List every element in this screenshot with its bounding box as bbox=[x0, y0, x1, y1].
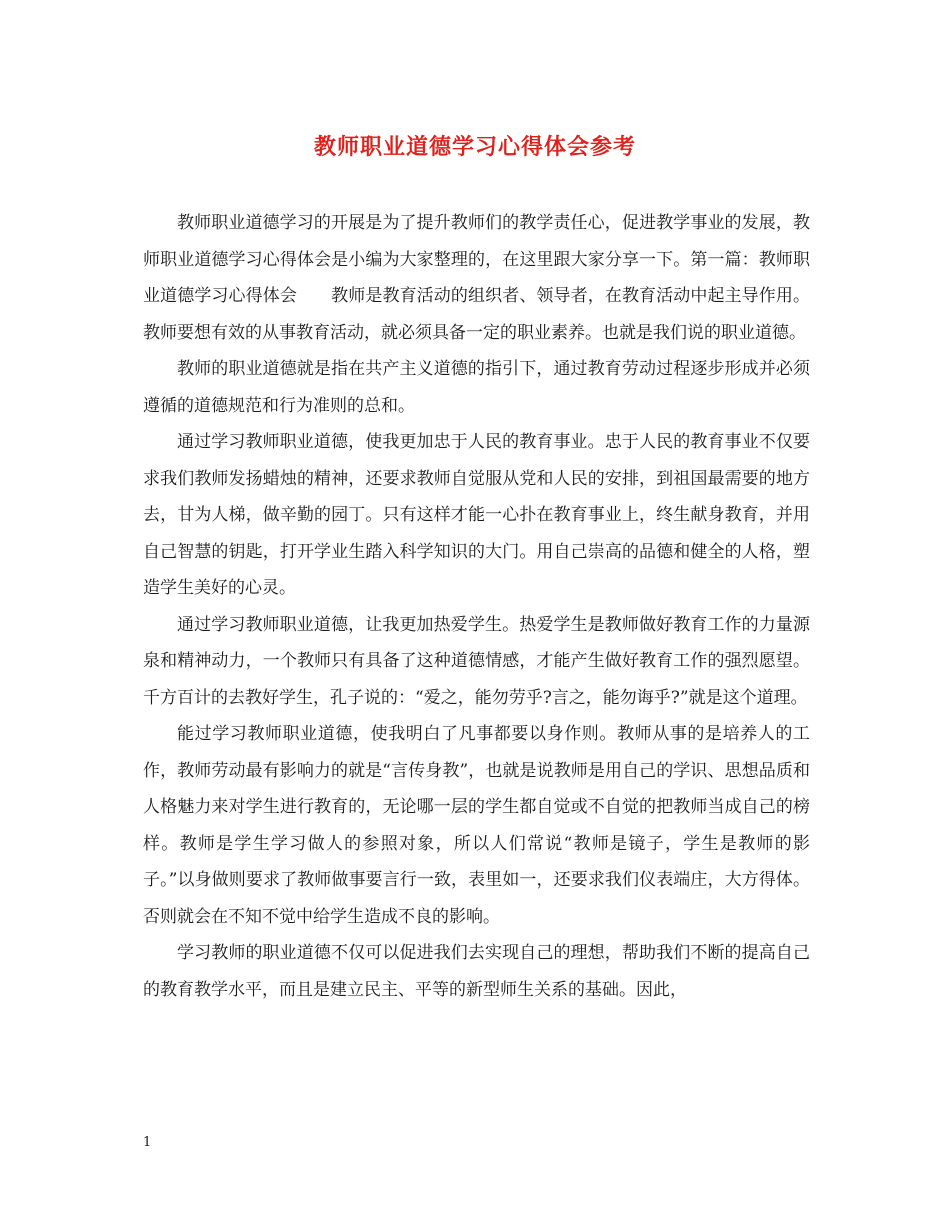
paragraph-1: 教师职业道德学习的开展是为了提升教师们的教学责任心，促进教学事业的发展，教师职业道德学习心得体会是小编为大家整理的，在这里跟大家分享一下。第一篇：教师职业道德学习心得体会 教师是教育活动的组织者、领导者，在教育活动中起主导作用。教师要想有效的从事教育活动，就必须具备一定的职业素养。也就是我们说的职业道德。 bbox=[143, 213, 810, 343]
paragraph-5: 能过学习教师职业道德，使我明白了凡事都要以身作则。教师从事的是培养人的工作，教师劳动最有影响力的就是“言传身教”，也就是说教师是用自己的学识、思想品质和人格魅力来对学生进行教育的，无论哪一层的学生都自觉或不自觉的把教师当成自己的榜样。教师是学生学习做人的参照对象，所以人们常说“教师是镜子，学生是教师的影子。”以身做则要求了教师做事要言行一致，表里如一，还要求我们仪表端庄，大方得体。否则就会在不知不觉中给学生造成不良的影响。 bbox=[143, 724, 810, 927]
paragraph-3: 通过学习教师职业道德，使我更加忠于人民的教育事业。忠于人民的教育事业不仅要求我们教师发扬蜡烛的精神，还要求教师自觉服从党和人民的安排，到祖国最需要的地方去，甘为人梯，做辛勤的园丁。只有这样才能一心扑在教育事业上，终生献身教育，并用自己智慧的钥匙，打开学业生踏入科学知识的大门。用自己崇高的品德和健全的人格，塑造学生美好的心灵。 bbox=[143, 432, 810, 598]
paragraph-2: 教师的职业道德就是指在共产主义道德的指引下，通过教育劳动过程逐步形成并必须遵循的道德规范和行为准则的总和。 bbox=[143, 359, 810, 416]
paragraph-4: 通过学习教师职业道德，让我更加热爱学生。热爱学生是教师做好教育工作的力量源泉和精神动力，一个教师只有具备了这种道德情感，才能产生做好教育工作的强烈愿望。千方百计的去教好学生，孔子说的：“爱之，能勿劳乎?言之，能勿诲乎?”就是这个道理。 bbox=[143, 614, 810, 708]
page-number: 1 bbox=[143, 1135, 152, 1150]
document-body bbox=[143, 205, 810, 1008]
document-title: 教师职业道德学习心得体会参考 bbox=[313, 134, 636, 160]
paragraph-6: 学习教师的职业道德不仅可以促进我们去实现自己的理想，帮助我们不断的提高自己的教育教学水平，而且是建立民主、平等的新型师生关系的基础。因此， bbox=[143, 943, 810, 1000]
